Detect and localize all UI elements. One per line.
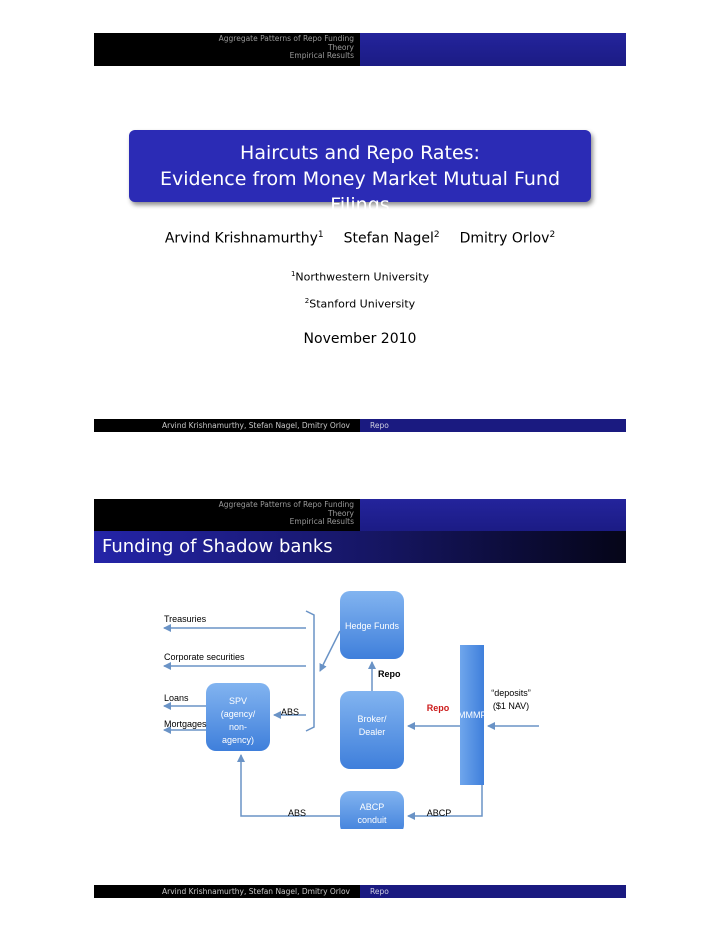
footer-authors: Arvind Krishnamurthy, Stefan Nagel, Dmitry Orlov: [94, 885, 360, 898]
conduit-to-spv-arrow: [241, 755, 340, 816]
abcp-conduit-label-1: ABCP: [359, 802, 385, 812]
nav-item-aggregate[interactable]: Aggregate Patterns of Repo Funding: [218, 500, 354, 509]
abs-label: ABS: [280, 707, 300, 717]
footer-short-title: Repo: [360, 885, 626, 898]
hedge-funds-label: Hedge Funds: [344, 621, 400, 631]
nav-bar: [94, 499, 626, 532]
corporate-securities-label: Corporate securities: [164, 652, 245, 662]
affiliation-2: $^2$Stanford University: [304, 297, 416, 311]
repo-label-top: Repo: [378, 669, 401, 679]
treasuries-label: Treasuries: [164, 614, 207, 624]
author: Stefan Nagel$^2$: [343, 230, 440, 247]
presentation-date: November 2010: [303, 331, 417, 347]
abcp-label: ABCP: [426, 808, 452, 818]
broker-label-1: Broker/: [357, 714, 387, 724]
loans-label: Loans: [164, 693, 189, 703]
nav-item-empirical[interactable]: Empirical Results: [289, 51, 354, 61]
repo-label-mid: Repo: [426, 703, 450, 713]
footer-bar: [94, 885, 626, 898]
asset-bracket: [306, 611, 314, 731]
frame-title: Funding of Shadow banks: [94, 531, 626, 563]
mortgages-label: Mortgages: [164, 719, 207, 729]
footer-bar: [94, 419, 626, 432]
spv-label-3: non-: [228, 722, 248, 732]
spv-label-2: (agency/: [220, 709, 256, 719]
footer-authors: Arvind Krishnamurthy, Stefan Nagel, Dmitry Orlov: [94, 419, 360, 432]
mmmf-label: MMMF: [458, 710, 486, 720]
nav-item-aggregate[interactable]: Aggregate Patterns of Repo Funding: [218, 34, 354, 43]
author: Arvind Krishnamurthy$^1$: [164, 230, 324, 247]
hedge-to-bracket-arrow: [320, 631, 340, 671]
abcp-conduit-label-2: conduit: [357, 815, 387, 825]
shadow-bank-diagram: [94, 567, 626, 829]
slide-funding: [94, 499, 626, 899]
nav-bar: [94, 33, 626, 66]
affiliation-1: $^1$Northwestern University: [290, 270, 430, 284]
nav-sections: [94, 499, 360, 532]
broker-label-2: Dealer: [358, 727, 386, 737]
author: Dmitry Orlov$^2$: [459, 230, 556, 247]
title-line-2: Evidence from Money Market Mutual Fund Filings: [159, 168, 561, 216]
spv-label-1: SPV: [228, 696, 248, 706]
spv-label-4: agency): [221, 735, 255, 745]
nav-label: ($1 NAV): [492, 701, 530, 711]
title-line-1: Haircuts and Repo Rates:: [240, 142, 480, 164]
nav-bar-fill: [360, 33, 626, 66]
slide-title: [94, 33, 626, 433]
nav-item-empirical[interactable]: Empirical Results: [289, 517, 354, 527]
nav-sections: [94, 33, 360, 66]
title-box: [129, 130, 591, 216]
abs-label-bottom: ABS: [287, 808, 307, 818]
author-list: [94, 230, 626, 247]
nav-item-theory[interactable]: Theory: [327, 42, 354, 52]
deposits-label: “deposits”: [491, 688, 531, 698]
nav-item-theory[interactable]: Theory: [327, 508, 354, 518]
footer-short-title: Repo: [360, 419, 626, 432]
nav-bar-fill: [360, 499, 626, 532]
